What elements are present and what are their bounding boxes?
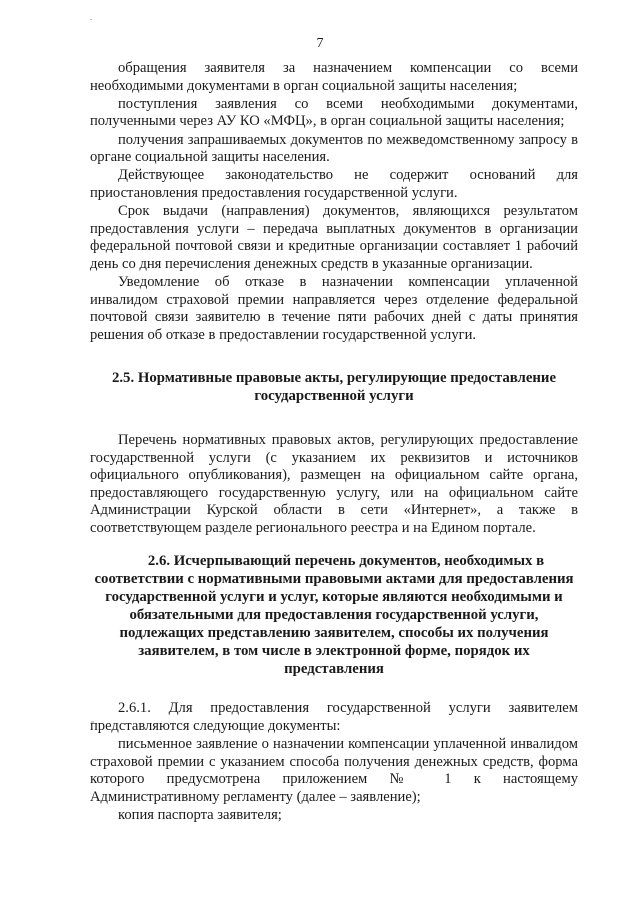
paragraph: Перечень нормативных правовых актов, регулирующих предоставление государственной услуги (с указанием их реквизитов и источников официального опубликования), размещен на официальном сайте органа, предоставляющего государственную услугу, или на официальном сайте Администрации Курской области в сети «Интернет», а также в соответствующем разделе регионального реестра и на Едином портале. [90, 432, 578, 537]
paragraph: Срок выдачи (направления) документов, являющихся результатом предоставления услуги – передача выплатных документов в организации федеральной почтовой связи и кредитные организации составляет 1 рабочий день со дня перечисления денежных средств в указанные организации. [90, 203, 578, 272]
section-heading-2-5 [90, 369, 578, 405]
paragraph: поступления заявления со всеми необходимыми документами, полученными через АУ КО «МФЦ», в орган социальной защиты населения; [90, 95, 578, 130]
document-body [90, 60, 578, 825]
scan-artifact [90, 19, 92, 20]
section-heading-line: 2.5. Нормативные правовые акты, регулирующие предоставление [111, 370, 557, 387]
paragraph: 2.6.1. Для предоставления государственной услуги заявителем представляются следующие документы: [90, 700, 578, 734]
section-heading-line: государственной услуги [254, 388, 414, 405]
paragraph: получения запрашиваемых документов по межведомственному запросу в органе социальной защиты населения. [90, 131, 578, 166]
paragraph: обращения заявителя за назначением компенсации со всеми необходимыми документами в орган социальной защиты населения; [90, 60, 578, 94]
section-heading-2-6: 2.6. Исчерпывающий перечень документов, необходимых в соответствии с нормативными правовыми актами для предоставления государственной услуги и услуг, которые являются необходимыми и обязательными для предоставления государственной услуги, подлежащих представлению заявителем, способы их получения заявителем, в том числе в электронной форме, порядок их представления [94, 553, 574, 678]
paragraph: письменное заявление о назначении компенсации уплаченной инвалидом страховой премии с указанием способа получения денежных средств, форма которого предусмотрена приложением № 1 к настоящему Административному регламенту (далее – заявление); [90, 736, 578, 805]
page-number: 7 [316, 36, 324, 51]
paragraph: Уведомление об отказе в назначении компенсации уплаченной инвалидом страховой премии направляется через отделение федеральной почтовой связи заявителю в течение пяти рабочих дней с даты принятия решения об отказе в предоставлении государственной услуги. [90, 274, 578, 343]
paragraph: копия паспорта заявителя; [118, 806, 282, 823]
paragraph: Действующее законодательство не содержит оснований для приостановления предоставления государственной услуги. [90, 167, 578, 201]
